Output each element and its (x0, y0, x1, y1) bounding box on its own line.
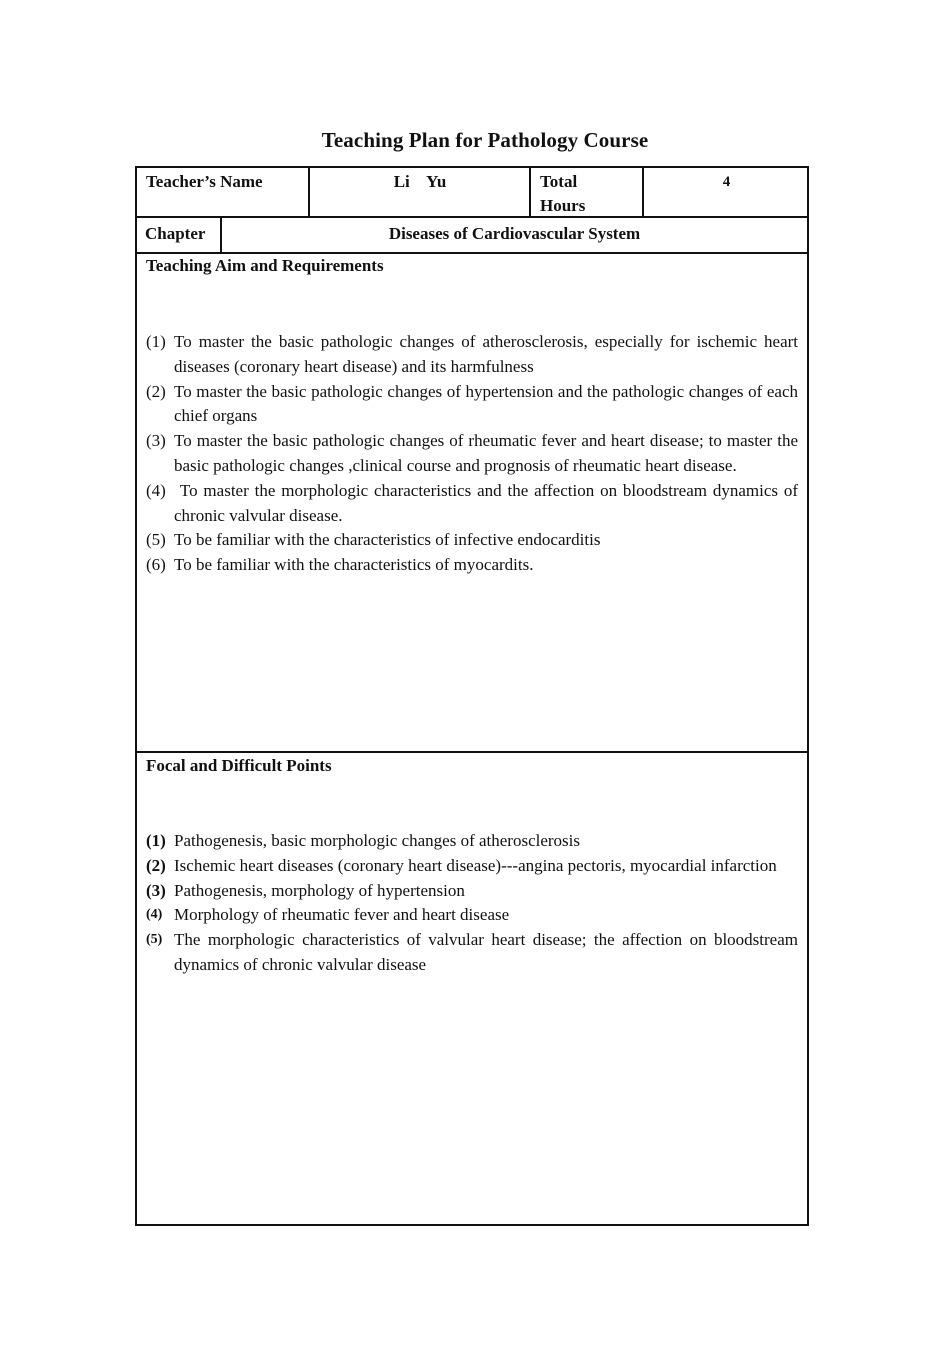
list-item (146, 330, 798, 380)
list-item (146, 429, 798, 479)
item-number: (4) (146, 480, 166, 500)
item-text: The morphologic characteristics of valvular heart disease; the affection on bloodstream dynamics of chronic valvular disease (174, 930, 798, 974)
total-hours-label (540, 170, 585, 218)
item-number: (4) (146, 907, 163, 923)
item-number: (2) (146, 381, 166, 401)
divider (137, 751, 807, 753)
item-text: Pathogenesis, morphology of hypertension (174, 880, 465, 900)
list-item (146, 928, 798, 978)
list-item (146, 829, 798, 854)
list-item (146, 879, 798, 904)
document-title: Teaching Plan for Pathology Course (321, 128, 649, 152)
item-text: To master the basic pathologic changes of hypertension and the pathologic changes of each chief organs (174, 381, 798, 426)
item-number: (2) (146, 855, 166, 875)
item-number: (1) (146, 332, 166, 351)
focal-list (146, 829, 798, 978)
plan-table (135, 166, 809, 1226)
list-item (146, 528, 798, 553)
item-text: To master the basic pathologic changes of atherosclerosis, especially for ischemic heart diseases (coronary heart disease) and its harmfulness (174, 332, 798, 376)
divider (642, 168, 644, 216)
total-hours-label-line2: Hours (540, 196, 586, 215)
item-number: (6) (146, 555, 166, 575)
item-text: Morphology of rheumatic fever and heart disease (174, 905, 510, 925)
item-text: Ischemic heart diseases (coronary heart disease)---angina pectoris, myocardial infarction (174, 855, 777, 875)
item-text: To be familiar with the characteristics of myocardits. (174, 555, 534, 575)
item-number: (5) (146, 932, 163, 948)
aims-heading: Teaching Aim and Requirements (146, 256, 384, 275)
item-text: To master the basic pathologic changes of rheumatic fever and heart disease; to master the basic pathologic changes ,clinical course and prognosis of rheumatic heart disease. (174, 431, 798, 475)
item-text: Pathogenesis, basic morphologic changes of atherosclerosis (174, 831, 581, 850)
divider (137, 252, 807, 254)
item-text: To be familiar with the characteristics of infective endocarditis (174, 530, 601, 550)
list-item (146, 854, 798, 879)
total-hours-label-line1: Total (540, 172, 578, 191)
list-item (146, 903, 798, 928)
list-item (146, 479, 803, 529)
divider (137, 216, 807, 218)
focal-heading: Focal and Difficult Points (146, 756, 332, 775)
divider (529, 168, 531, 216)
item-number: (5) (146, 530, 166, 550)
aims-list (146, 330, 803, 578)
item-text: To master the morphologic characteristics and the affection on bloodstream dynamics of chronic valvular disease. (174, 480, 803, 525)
teacher-name-value: Li Yu (393, 172, 447, 191)
total-hours-value: 4 (722, 174, 731, 190)
divider (308, 168, 310, 216)
teacher-name-label: Teacher’s Name (146, 172, 263, 191)
item-number: (3) (146, 431, 166, 451)
list-item (146, 380, 798, 430)
chapter-value: Diseases of Cardiovascular System (388, 224, 641, 243)
item-number: (1) (146, 831, 166, 850)
chapter-label: Chapter (145, 224, 206, 243)
item-number: (3) (146, 880, 166, 900)
list-item (146, 553, 798, 578)
